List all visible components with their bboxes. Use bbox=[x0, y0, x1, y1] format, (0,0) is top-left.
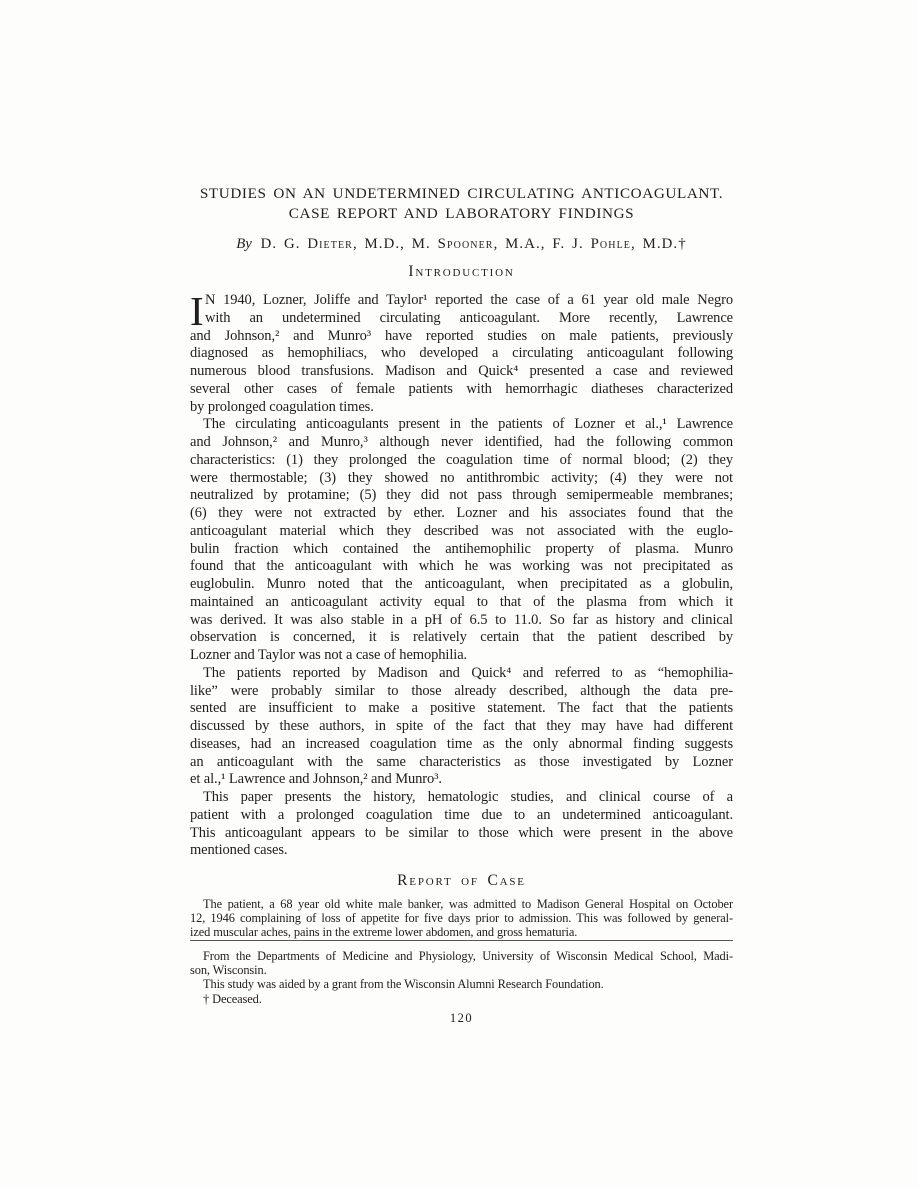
text-line: several other cases of female patients with hemorrhagic diatheses characterized bbox=[190, 380, 733, 397]
footnotes bbox=[190, 949, 733, 1005]
footnote-deceased: † Deceased. bbox=[203, 991, 262, 1006]
footnote-divider bbox=[190, 940, 733, 941]
text-line: This anticoagulant appears to be similar to those which were present in the above bbox=[190, 824, 733, 841]
byline-authors: D. G. Dieter, M.D., M. Spooner, M.A., F. J. Pohle, M.D.† bbox=[260, 236, 687, 252]
introduction-body bbox=[190, 288, 733, 860]
text-column bbox=[190, 184, 733, 1026]
text-line: 12, 1946 complaining of loss of appetite for five days prior to admission. This was followed by general- bbox=[190, 911, 733, 926]
text-line: like” were probably similar to those already described, although the data pre- bbox=[190, 682, 733, 699]
text-line: diseases, had an increased coagulation time as the only abnormal finding suggests bbox=[190, 735, 733, 752]
text-line: observation is concerned, it is relatively certain that the patient described by bbox=[190, 629, 733, 646]
text-line: neutralized by protamine; (5) they did not pass through semipermeable membranes; bbox=[190, 487, 733, 504]
text-line: The patients reported by Madison and Quick⁴ and referred to as “hemophilia- bbox=[203, 664, 733, 681]
page-number: 120 bbox=[449, 1010, 474, 1025]
paragraph-2 bbox=[190, 416, 733, 665]
text-line: The circulating anticoagulants present in the patients of Lozner et al.,¹ Lawrence bbox=[203, 416, 733, 433]
text-line: maintained an anticoagulant activity equal to that of the plasma from which it bbox=[190, 593, 733, 610]
text-line: (6) they were not extracted by ether. Lozner and his associates found that the bbox=[190, 505, 733, 521]
text-line: were thermostable; (3) they showed no antithrombic activity; (4) they were not bbox=[190, 469, 733, 486]
text-line: et al.,¹ Lawrence and Johnson,² and Munro³. bbox=[190, 771, 442, 788]
text-line: an anticoagulant with the same characteristics as those investigated by Lozner bbox=[190, 753, 733, 770]
text-line: Lozner and Taylor was not a case of hemophilia. bbox=[190, 647, 468, 663]
text-line: and Johnson,² and Munro³ have reported studies on male patients, previously bbox=[190, 327, 733, 344]
paragraph-3 bbox=[190, 665, 733, 789]
text-line: N 1940, Lozner, Joliffe and Taylor¹ reported the case of a 61 year old male Negro bbox=[205, 292, 733, 308]
byline-prefix: By bbox=[236, 236, 252, 252]
article-title-line-1: STUDIES ON AN UNDETERMINED CIRCULATING ANTICOAGULANT. bbox=[199, 185, 724, 202]
text-line: son, Wisconsin. bbox=[190, 963, 267, 978]
paragraph-1 bbox=[190, 288, 733, 416]
text-line: found that the anticoagulant with which he was working was not precipitated as bbox=[190, 558, 733, 575]
byline bbox=[190, 235, 733, 254]
text-line: patient with a prolonged coagulation time due to an undetermined anticoagulant. bbox=[190, 806, 733, 823]
text-line: bulin fraction which contained the antihemophilic property of plasma. Munro bbox=[190, 540, 733, 557]
text-line: discussed by these authors, in spite of the fact that they may have had different bbox=[190, 718, 733, 734]
section-heading-report-of-case: Report of Case bbox=[397, 872, 526, 889]
text-line: mentioned cases. bbox=[190, 842, 288, 859]
text-line: From the Departments of Medicine and Physiology, University of Wisconsin Medical School, Madi- bbox=[203, 949, 733, 964]
text-line: euglobulin. Munro noted that the anticoagulant, when precipitated as a globulin, bbox=[190, 576, 733, 592]
text-line: characteristics: (1) they prolonged the coagulation time of normal blood; (2) they bbox=[190, 451, 733, 468]
article-title-line-2: CASE REPORT AND LABORATORY FINDINGS bbox=[288, 205, 635, 222]
article-title bbox=[190, 184, 733, 224]
footnote-grant: This study was aided by a grant from the Wisconsin Alumni Research Foundation. bbox=[203, 977, 604, 992]
text-line: anticoagulant material which they described was not associated with the euglo- bbox=[190, 522, 733, 539]
text-line: sented are insufficient to make a positive statement. The fact that the patients bbox=[190, 700, 733, 717]
text-line: This paper presents the history, hematologic studies, and clinical course of a bbox=[203, 789, 733, 805]
paragraph-4 bbox=[190, 789, 733, 860]
text-line: diagnosed as hemophiliacs, who developed a circulating anticoagulant following bbox=[190, 345, 733, 362]
text-line: was derived. It was also stable in a pH of 6.5 to 11.0. So far as history and clinical bbox=[190, 611, 733, 628]
section-heading-introduction: Introduction bbox=[408, 263, 515, 280]
text-line: with an undetermined circulating anticoagulant. More recently, Lawrence bbox=[205, 309, 733, 326]
text-line: and Johnson,² and Munro,³ although never identified, had the following common bbox=[190, 434, 733, 450]
footnote-affiliation bbox=[190, 949, 733, 977]
text-line: by prolonged coagulation times. bbox=[190, 398, 374, 415]
text-line: numerous blood transfusions. Madison and Quick⁴ presented a case and reviewed bbox=[190, 363, 733, 379]
drop-cap: I bbox=[190, 288, 204, 334]
text-line: ized muscular aches, pains in the extreme lower abdomen, and gross hematuria. bbox=[190, 925, 578, 940]
text-line: The patient, a 68 year old white male banker, was admitted to Madison General Hospital on October bbox=[203, 897, 733, 911]
case-report-body bbox=[190, 897, 733, 939]
